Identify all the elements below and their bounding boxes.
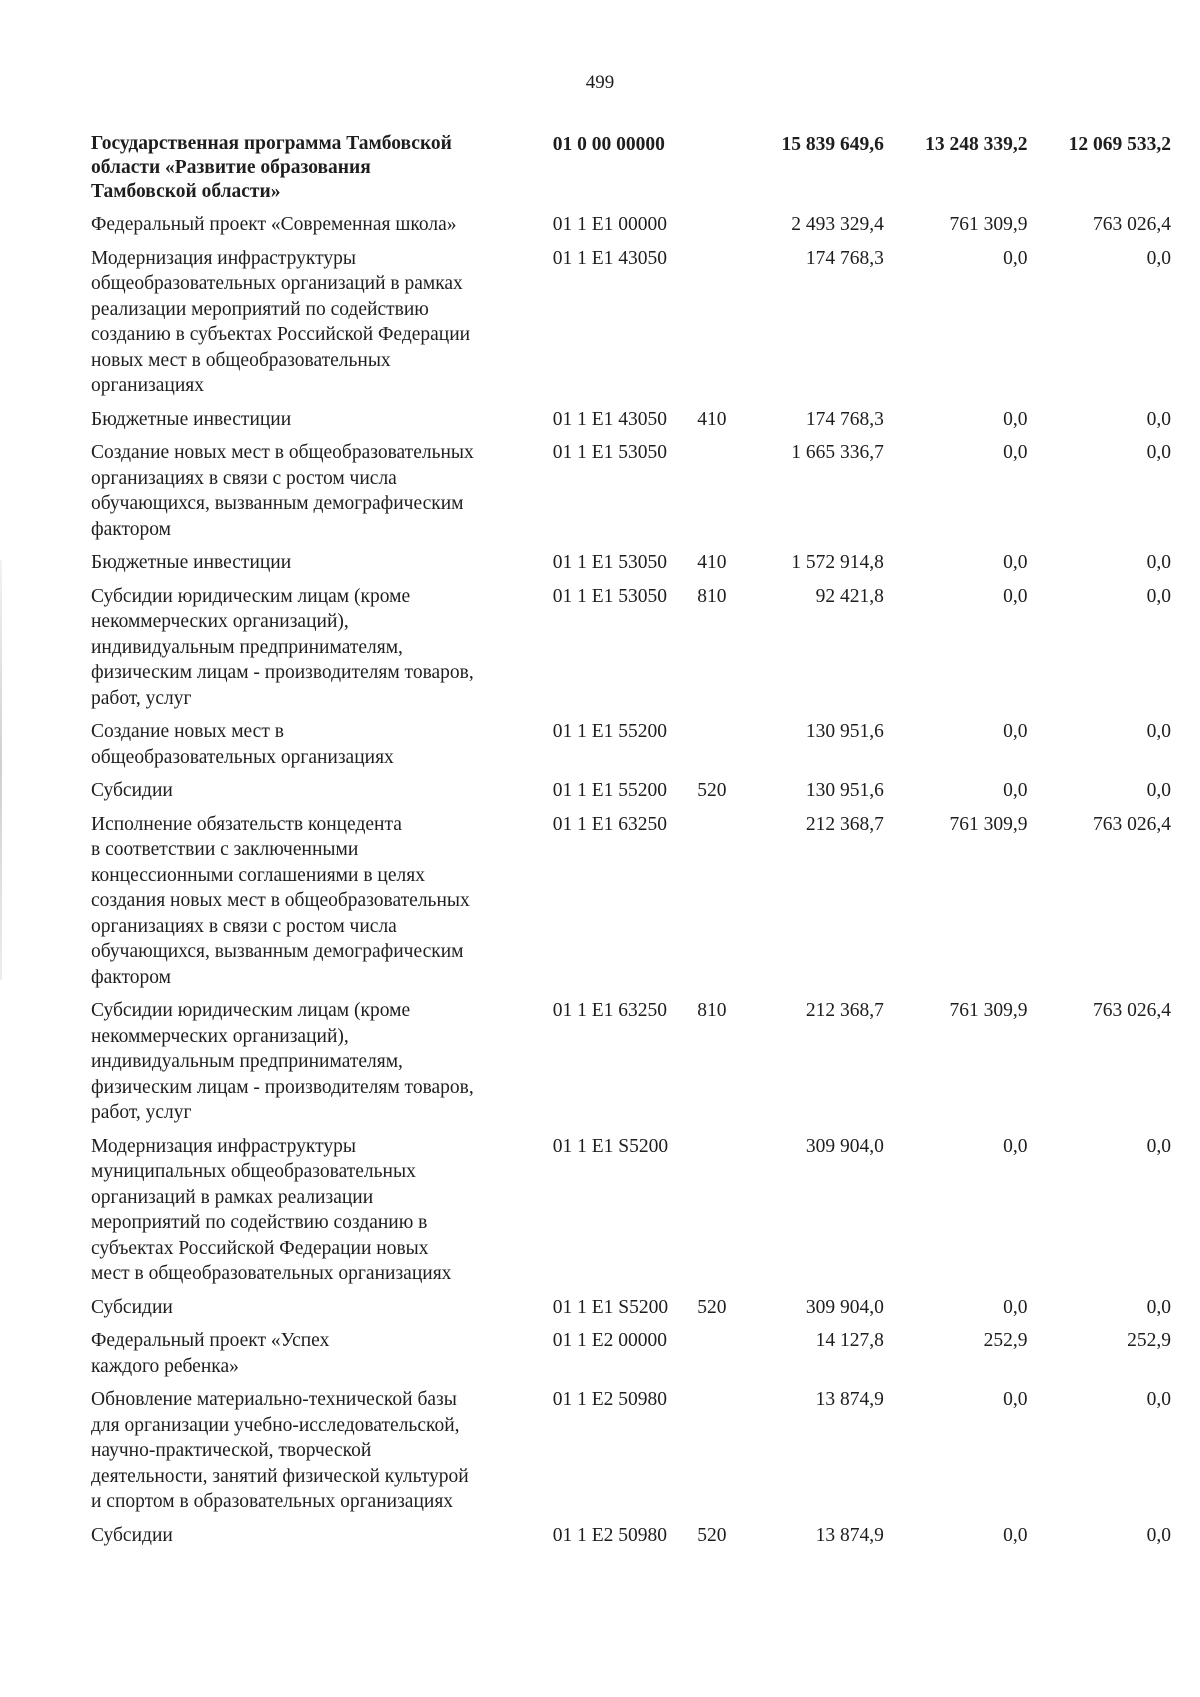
table-body — [91, 132, 1171, 1556]
row-amount-1: 130 951,6 — [805, 780, 884, 801]
row-amount-3: 763 026,4 — [1093, 1000, 1171, 1021]
row-amount-3: 763 026,4 — [1093, 813, 1171, 835]
row-expense-type — [697, 1387, 747, 1523]
row-description: Субсидии юридическим лицам (кроме некоммерческих организаций), индивидуальным предпринимателям, физическим лицам - производителям товаров, работ, услуг — [91, 585, 474, 709]
row-expense-type — [697, 212, 747, 246]
row-target-code: 01 1 E1 63250 — [552, 813, 667, 835]
row-description: Субсидии — [91, 1296, 173, 1318]
row-target-code: 01 1 E1 53050 — [552, 552, 667, 573]
table-row — [91, 998, 1171, 1134]
row-amount-2: 761 309,9 — [949, 214, 1028, 235]
row-description: Обновление материально-технической базы для организации учебно-исследовательской, научно-практической, творческой деятельности, занятий физической культурой и спортом в образовательных организациях — [91, 1389, 469, 1512]
row-amount-3: 763 026,4 — [1093, 214, 1171, 235]
row-amount-1: 130 951,6 — [805, 721, 884, 742]
row-amount-3: 0,0 — [1146, 408, 1171, 430]
row-amount-1: 309 904,0 — [805, 1135, 884, 1157]
row-target-code: 01 1 E1 63250 — [552, 1000, 667, 1021]
row-description: Государственная программа Тамбовской области «Развитие образования Тамбовской области» — [91, 133, 452, 202]
row-target-code: 01 1 E1 55200 — [552, 780, 667, 801]
row-expense-type — [697, 246, 747, 407]
row-amount-1: 174 768,3 — [805, 247, 884, 269]
row-expense-type — [697, 1134, 747, 1295]
row-amount-3: 0,0 — [1146, 442, 1171, 463]
row-expense-type: 520 — [697, 780, 727, 801]
row-description: Субсидии юридическим лицам (кроме некоммерческих организаций), индивидуальным предпринимателям, физическим лицам - производителям товаров, работ, услуг — [91, 1000, 474, 1123]
row-amount-1: 212 368,7 — [805, 1000, 884, 1021]
row-amount-2: 761 309,9 — [949, 813, 1028, 835]
table-row — [91, 778, 1171, 812]
row-expense-type: 410 — [697, 408, 727, 430]
page-number: 499 — [585, 72, 615, 93]
table-row — [91, 584, 1171, 720]
row-description: Бюджетные инвестиции — [91, 408, 292, 430]
row-description: Исполнение обязательств концедента в соответствии с заключенными концессионными соглашениями в целях создания новых мест в общеобразовательных организациях в связи с ростом числа обучающихся, вызванным демографическим фактором — [91, 813, 470, 988]
table-row — [91, 550, 1171, 584]
row-amount-2: 0,0 — [1003, 552, 1028, 573]
row-amount-1: 13 874,9 — [815, 1524, 884, 1546]
row-amount-3: 0,0 — [1146, 721, 1171, 742]
row-amount-1: 15 839 649,6 — [781, 134, 884, 155]
row-description: Создание новых мест в общеобразовательных организациях в связи с ростом числа обучающихся, вызванным демографическим фактором — [91, 442, 474, 540]
table-row — [91, 1295, 1171, 1329]
row-amount-1: 309 904,0 — [805, 1296, 884, 1318]
row-target-code: 01 1 E1 55200 — [552, 721, 667, 742]
row-amount-2: 0,0 — [1003, 408, 1028, 430]
row-target-code: 01 0 00 00000 — [552, 134, 665, 155]
row-amount-3: 12 069 533,2 — [1068, 134, 1171, 155]
row-expense-type — [697, 132, 747, 212]
row-amount-2: 0,0 — [1003, 1524, 1028, 1546]
row-target-code: 01 1 E1 43050 — [552, 408, 667, 430]
row-amount-2: 0,0 — [1003, 721, 1028, 742]
row-amount-3: 0,0 — [1146, 585, 1171, 607]
row-amount-2: 0,0 — [1003, 1389, 1028, 1410]
row-expense-type: 410 — [697, 552, 727, 573]
row-target-code: 01 1 E1 53050 — [552, 585, 667, 607]
row-amount-1: 174 768,3 — [805, 408, 884, 430]
row-amount-3: 0,0 — [1146, 1135, 1171, 1157]
table-row — [91, 812, 1171, 999]
row-amount-2: 0,0 — [1003, 585, 1028, 607]
table-row — [91, 1134, 1171, 1295]
row-amount-1: 13 874,9 — [815, 1389, 884, 1410]
table-row — [91, 440, 1171, 550]
table-row — [91, 132, 1171, 212]
row-amount-2: 761 309,9 — [949, 1000, 1028, 1021]
row-amount-1: 2 493 329,4 — [791, 214, 884, 235]
row-amount-3: 0,0 — [1146, 247, 1171, 269]
row-expense-type: 520 — [697, 1524, 727, 1546]
row-amount-3: 252,9 — [1127, 1330, 1171, 1351]
row-description: Модернизация инфраструктуры муниципальных общеобразовательных организаций в рамках реализации мероприятий по содействию созданию в субъектах Российской Федерации новых мест в общеобразовательных организациях — [91, 1135, 452, 1284]
table-row — [91, 407, 1171, 441]
row-target-code: 01 1 E1 S5200 — [552, 1296, 669, 1318]
scan-edge-artifact — [0, 560, 2, 980]
row-target-code: 01 1 E2 50980 — [552, 1524, 667, 1546]
row-amount-2: 13 248 339,2 — [925, 134, 1028, 155]
row-target-code: 01 1 E1 53050 — [552, 442, 667, 463]
row-amount-2: 0,0 — [1003, 1135, 1028, 1157]
row-target-code: 01 1 E2 00000 — [552, 1330, 667, 1351]
row-description: Бюджетные инвестиции — [91, 552, 292, 573]
row-amount-2: 0,0 — [1003, 780, 1028, 801]
table-row — [91, 212, 1171, 246]
row-amount-2: 0,0 — [1003, 1296, 1028, 1318]
table-row — [91, 1328, 1171, 1387]
row-target-code: 01 1 E1 S5200 — [552, 1135, 669, 1157]
row-amount-3: 0,0 — [1146, 1296, 1171, 1318]
row-expense-type: 810 — [697, 1000, 727, 1021]
row-amount-3: 0,0 — [1146, 1524, 1171, 1546]
table-row — [91, 719, 1171, 778]
row-target-code: 01 1 E2 50980 — [552, 1389, 667, 1410]
row-expense-type — [697, 440, 747, 550]
budget-table — [91, 132, 1171, 1556]
row-description: Создание новых мест в общеобразовательных организациях — [91, 721, 394, 768]
row-expense-type — [697, 1328, 747, 1387]
row-target-code: 01 1 E1 00000 — [552, 214, 667, 235]
row-amount-3: 0,0 — [1146, 1389, 1171, 1410]
row-amount-1: 92 421,8 — [815, 585, 884, 607]
row-target-code: 01 1 E1 43050 — [552, 247, 667, 269]
row-amount-1: 1 572 914,8 — [791, 552, 884, 573]
row-amount-2: 0,0 — [1003, 247, 1028, 269]
table-row — [91, 246, 1171, 407]
row-amount-2: 0,0 — [1003, 442, 1028, 463]
row-description: Федеральный проект «Современная школа» — [91, 214, 457, 235]
row-amount-2: 252,9 — [983, 1330, 1028, 1351]
row-amount-1: 212 368,7 — [805, 813, 884, 835]
row-description: Модернизация инфраструктуры общеобразовательных организаций в рамках реализации мероприятий по содействию созданию в субъектах Российской Федерации новых мест в общеобразовательных организациях — [91, 247, 471, 396]
row-expense-type: 520 — [697, 1296, 727, 1318]
row-expense-type — [697, 812, 747, 999]
row-amount-3: 0,0 — [1146, 780, 1171, 801]
row-expense-type: 810 — [697, 585, 727, 607]
row-amount-1: 1 665 336,7 — [791, 442, 884, 463]
table-row — [91, 1523, 1171, 1557]
row-description: Федеральный проект «Успех каждого ребенка» — [91, 1330, 330, 1377]
row-amount-1: 14 127,8 — [815, 1330, 884, 1351]
row-amount-3: 0,0 — [1146, 552, 1171, 573]
row-description: Субсидии — [91, 780, 173, 801]
row-description: Субсидии — [91, 1524, 173, 1546]
table-row — [91, 1387, 1171, 1523]
row-expense-type — [697, 719, 747, 778]
